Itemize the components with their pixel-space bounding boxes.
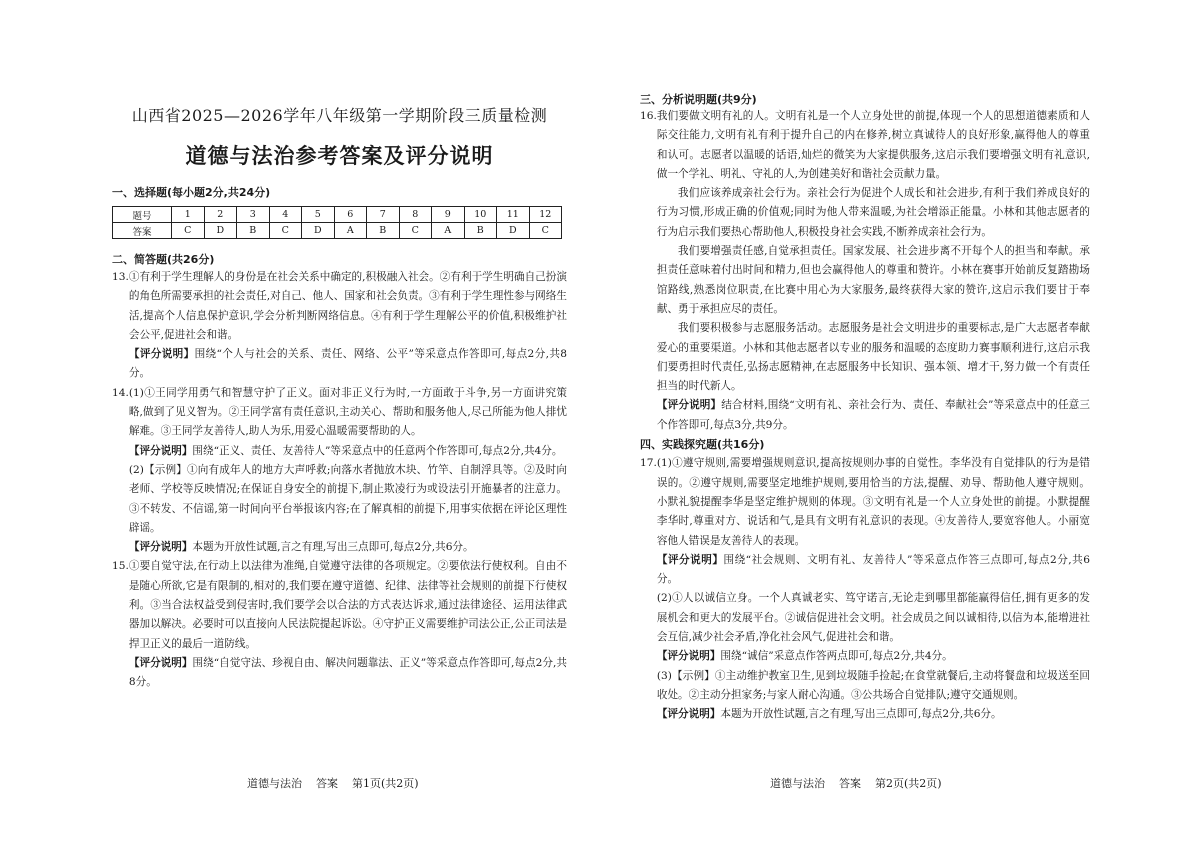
table-cell: C [399,223,432,239]
table-cell: 2 [204,207,237,223]
table-cell: 11 [497,207,530,223]
table-cell: 6 [334,207,367,223]
answer-text: (1)①遵守规则,需要增强规则意识,提高按规则办事的自觉性。李华没有自觉排队的行为是错误的。②遵守规则,需要坚定地维护规则,要用恰当的方法,提醒、劝导、帮助他人遵守规则。小默礼貌提醒李华是坚定维护规则的体现。③文明有礼是一个人立身处世的前提。小默提醒李华时,尊重对方、说话和气,是具有文明有礼意识的表现。④友善待人,要宽容他人。小丽宽容他人错误是友善待人的表现。 [656,457,1090,547]
table-cell: 7 [367,207,400,223]
table-cell: D [204,223,237,239]
page-footer: 道德与法治 答案 第1页(共2页) [247,777,419,790]
question-15 [112,557,567,692]
table-cell: 1 [172,207,205,223]
question-number: 14. [112,386,129,399]
table-cell: D [302,223,335,239]
scoring-text: 结合材料,围绕“文明有礼、亲社会行为、责任、奉献社会”等采意点中的任意三个作答即可,每点3分,共9分。 [656,399,1091,431]
question-17 [640,454,1090,724]
scoring-tag: 【评分说明】 [656,553,724,566]
exam-title: 山西省2025—2026学年八年级第一学期阶段三质量检测 [131,106,548,125]
answer-text: (2)①人以诚信立身。一个人真诚老实、笃守诺言,无论走到哪里都能赢得信任,拥有更多的发展机会和更大的发展平台。②诚信促进社会文明。社会成员之间以诚相待,以信为本,能增进社会互信,减少社会矛盾,净化社会风气,促进社会和谐。 [656,592,1090,644]
answer-text: ①要自觉守法,在行动上以法律为准绳,自觉遵守法律的各项规定。②要依法行使权利。自由不是随心所欲,它是有限制的,相对的,我们要在遵守道德、纪律、法律等社会规则的前提下行使权利。③当合法权益受到侵害时,我们要学会以合法的方式表达诉求,通过法律途径、运用法律武器加以解决。必要时可以直接向人民法院提起诉讼。④守护正义需要维护司法公正,公正司法是捍卫正义的最后一道防线。 [128,560,567,650]
left-content [112,268,567,693]
table-cell: 5 [302,207,335,223]
scoring-tag: 【评分说明】 [656,399,722,412]
scoring-text: 围绕“正义、责任、友善待人”等采意点中的任意两个作答即可,每点2分,共4分。 [192,444,563,457]
answer-text: 我们要积极参与志愿服务活动。志愿服务是社会文明进步的重要标志,是广大志愿者奉献爱心的重要渠道。小林和其他志愿者以专业的服务和温暖的态度助力赛事顺利进行,这启示我们要勇担时代责任,弘扬志愿精神,在志愿服务中长知识、强本领、增才干,努力做一个有责任担当的时代新人。 [656,322,1090,393]
answer-text: ①有利于学生理解人的身份是在社会关系中确定的,积极融入社会。②有利于学生明确自己扮演的角色所需要承担的社会责任,对自己、他人、国家和社会负责。③有利于学生理性参与网络生活,提高个人信息保护意识,学会分析判断网络信息。④有利于学生理解公平的价值,积极维护社会公平,促进社会和谐。 [128,271,567,341]
table-cell: 9 [432,207,465,223]
document-title: 道德与法治参考答案及评分说明 [185,144,494,168]
scoring-text: 围绕“自觉守法、珍视自由、解决问题靠法、正义”等采意点作答即可,每点2分,共8分。 [128,656,567,689]
table-row-numbers [113,207,562,223]
table-cell: 8 [399,207,432,223]
scoring-text: 围绕“诚信”采意点作答两点即可,每点2分,共4分。 [720,650,953,663]
table-cell: C [172,223,205,239]
scoring-text: 围绕“社会规则、文明有礼、友善待人”等采意点作答三点即可,每点2分,共6分。 [656,553,1091,586]
table-cell: B [237,223,270,239]
question-number: 16. [640,110,657,122]
table-cell: B [367,223,400,239]
answer-text: 我们应该养成亲社会行为。亲社会行为促进个人成长和社会进步,有利于我们养成良好的行为习惯,形成正确的价值观;同时为他人带来温暖,为社会增添正能量。小林和其他志愿者的行为启示我们要热心帮助他人,积极投身社会实践,不断养成亲社会行为。 [656,187,1090,238]
scoring-tag: 【评分说明】 [656,650,721,663]
table-cell: 4 [269,207,302,223]
answer-text: 我们要增强责任感,自觉承担责任。国家发展、社会进步离不开每个人的担当和奉献。承担责任意味着付出时间和精力,但也会赢得他人的尊重和赞许。小林在赛事开始前反复踏勘场馆路线,熟悉岗位职责,在比赛中用心为大家服务,最终获得大家的赞许,这启示我们要甘于奉献、勇于承担应尽的责任。 [656,245,1090,315]
section-choice-heading: 一、选择题(每小题2分,共24分) [112,186,271,199]
answer-text: (3)【示例】①主动维护教室卫生,见到垃圾随手捡起;在食堂就餐后,主动将餐盘和垃圾送至回收处。②主动分担家务;与家人耐心沟通。③公共场合自觉排队;遵守交通规则。 [656,669,1090,701]
scoring-tag: 【评分说明】 [128,541,193,554]
scoring-text: 围绕“个人与社会的关系、责任、网络、公平”等采意点作答即可,每点2分,共8分。 [128,348,568,380]
table-cell: B [464,223,497,239]
answer-text: (2)【示例】①向有成年人的地方大声呼救;向落水者抛放木块、竹竿、自制浮具等。②及时向老师、学校等反映情况;在保证自身安全的前提下,制止欺凌行为或设法引开施暴者的注意力。③不转发、不信谣,第一时间向平台举报该内容;在了解真相的前提下,用事实依据在评论区理性辟谣。 [128,463,567,534]
table-cell: A [432,223,465,239]
answer-table [112,206,562,239]
question-number: 13. [112,271,129,283]
table-cell: 12 [529,207,562,223]
scoring-text: 本题为开放性试题,言之有理,写出三点即可,每点2分,共6分。 [192,541,474,554]
table-row-answers [113,223,562,239]
question-16 [640,107,1090,435]
right-content [640,107,1090,725]
table-cell: C [529,223,562,239]
section-short-answer-heading: 二、简答题(共26分) [112,253,215,266]
answer-text: (1)①王同学用勇气和智慧守护了正义。面对非正义行为时,一方面敢于斗争,另一方面讲究策略,做到了见义智为。②王同学富有责任意识,主动关心、帮助和服务他人,尽己所能为他人排忧解难。③王同学友善待人,助人为乐,用爱心温暖需要帮助的人。 [128,386,567,438]
right-page [640,0,1090,849]
table-cell: D [497,223,530,239]
question-13 [112,268,567,384]
table-header-answer: 答案 [113,223,172,239]
page-footer: 道德与法治 答案 第2页(共2页) [770,777,942,790]
section-analysis-heading: 三、分析说明题(共9分) [640,93,757,106]
scoring-text: 本题为开放性试题,言之有理,写出三点即可,每点2分,共6分。 [720,708,1002,721]
table-cell: 3 [237,207,270,223]
scoring-tag: 【评分说明】 [128,348,195,361]
question-number: 17. [640,457,657,470]
scoring-tag: 【评分说明】 [656,708,721,721]
question-14 [112,384,567,558]
section-practice-heading: 四、实践探究题(共16分) [640,438,765,452]
question-number: 15. [112,560,129,573]
table-cell: C [269,223,302,239]
table-cell: 10 [464,207,497,223]
scoring-tag: 【评分说明】 [128,444,193,457]
answer-text: 我们要做文明有礼的人。文明有礼是一个人立身处世的前提,体现一个人的思想道德素质和人际交往能力,文明有礼有利于提升自己的内在修养,树立真诚待人的良好形象,赢得他人的尊重和认可。志愿者以温暖的话语,灿烂的微笑为大家提供服务,这启示我们要增强文明有礼意识,做一个学礼、明礼、守礼的人,为创建美好和谐社会贡献力量。 [656,110,1090,180]
table-header-number: 题号 [113,207,172,223]
table-cell: A [334,223,367,239]
left-page [112,0,567,849]
scoring-tag: 【评分说明】 [128,656,193,669]
